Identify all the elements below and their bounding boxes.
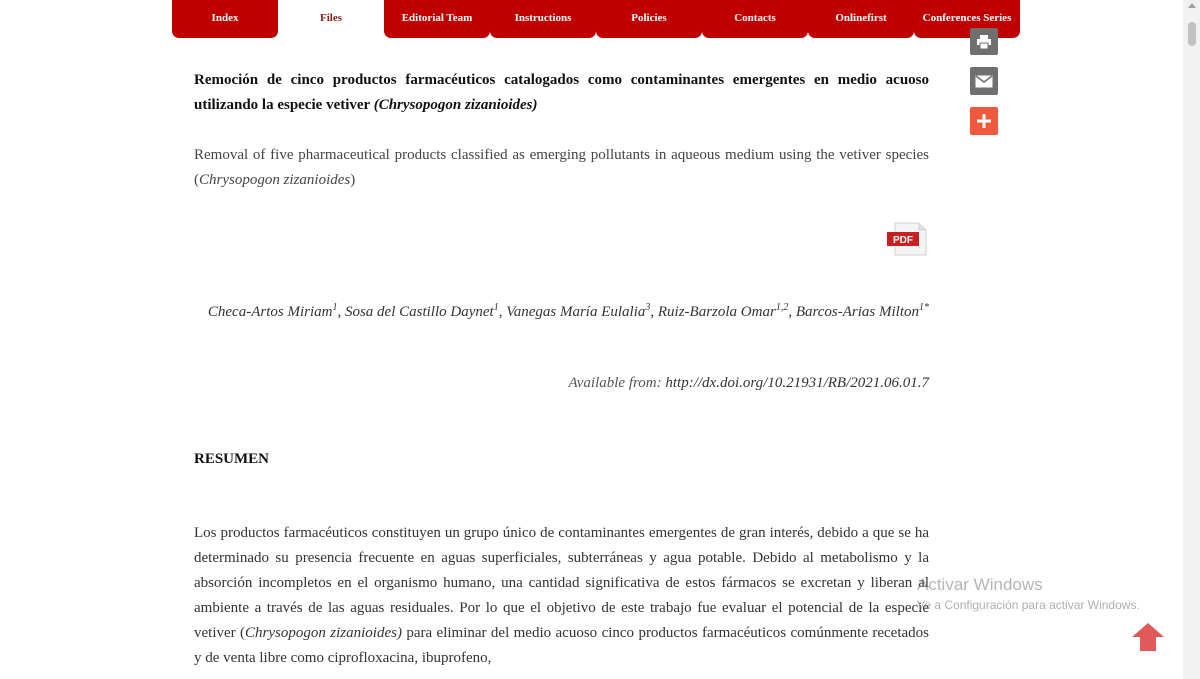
doi-id: 10.21931/RB/2021.06.01.7	[767, 375, 929, 391]
pdf-label: PDF	[893, 235, 913, 246]
author-name: Vanegas María Eulalia	[506, 304, 646, 320]
activation-watermark-text: Ve a Configuración para activar Windows.	[917, 598, 1140, 612]
title-en-text: Removal of five pharmaceutical products classified as emerging pollutants in aqueous medium using the vetiver species (	[194, 147, 929, 188]
arrow-up-icon	[1130, 621, 1166, 653]
article-title-english	[194, 143, 929, 193]
activation-watermark-title: Activar Windows	[917, 575, 1043, 594]
abstract-species: Chrysopogon zizanioides)	[245, 625, 402, 641]
author-name: Barcos-Arias Milton	[795, 304, 919, 320]
scroll-up-arrow-icon[interactable]	[1188, 3, 1196, 8]
abstract-text: Los productos farmacéuticos constituyen un grupo único de contaminantes emergentes de gran interés, debido a que se ha determinado su presencia frecuente en aguas superficiales, subterráneas y agua potable. Debido al metabolismo y la absorción incompletos en el organismo humano, una cantidad significativa de estos fármacos se excretan y liberan al ambiente a través de las aguas residuales. Por lo que el objetivo de este trabajo fue evaluar el potencial de la especie vetiver (Chrysopogon zizanioides) para eliminar del medio acuoso cinco productos farmacéuticos comúnmente recetados y de venta libre como ciprofloxacina, ibuprofeno,	[194, 525, 929, 666]
tab-editorial-team[interactable]: Editorial Team	[384, 0, 490, 38]
title-en-species: Chrysopogon zizanioides	[199, 172, 351, 188]
mail-icon	[975, 75, 993, 88]
author-affiliation: 1,2	[775, 302, 789, 313]
title-es-text: Remoción de cinco productos farmacéuticos catalogados como contaminantes emergentes en medio acuoso utilizando la especie vetiver	[194, 72, 929, 113]
pdf-download-button[interactable]	[887, 222, 927, 256]
main-navigation	[172, 0, 1022, 40]
tab-conferences-series[interactable]: Conferences Series	[914, 0, 1020, 38]
title-es-species: (Chrysopogon zizanioides)	[373, 97, 538, 113]
author-affiliation: 1	[332, 302, 338, 313]
pdf-icon	[887, 222, 927, 256]
article-title-spanish	[194, 68, 929, 118]
author-affiliation: 1*	[919, 302, 929, 313]
tab-instructions[interactable]: Instructions	[490, 0, 596, 38]
title-en-end: )	[350, 172, 356, 188]
scroll-thumb[interactable]	[1188, 22, 1196, 46]
tab-contacts[interactable]: Contacts	[702, 0, 808, 38]
print-icon	[976, 35, 992, 49]
back-to-top-button[interactable]	[1130, 621, 1166, 653]
plus-icon	[977, 114, 991, 128]
author-name: Checa-Artos Miriam	[207, 304, 333, 320]
resumen-heading: RESUMEN	[194, 451, 270, 467]
tab-onlinefirst[interactable]: Onlinefirst	[808, 0, 914, 38]
print-button[interactable]	[970, 28, 998, 55]
add-share-button[interactable]	[970, 107, 998, 135]
email-share-button[interactable]	[970, 67, 998, 95]
author-affiliation: 3	[645, 302, 651, 313]
tab-index[interactable]: Index	[172, 0, 278, 38]
page-scrollbar[interactable]	[1183, 0, 1200, 679]
author-name: Ruiz-Barzola Omar	[657, 304, 776, 320]
tab-files[interactable]: Files	[278, 0, 384, 38]
doi-link[interactable]: http://dx.doi.org/	[665, 375, 768, 391]
tab-policies[interactable]: Policies	[596, 0, 702, 38]
author-name: Sosa del Castillo Daynet	[344, 304, 494, 320]
author-affiliation: 1	[493, 302, 499, 313]
doi-line	[194, 375, 929, 392]
doi-prefix: Available from:	[568, 375, 666, 391]
author-list: Checa-Artos Miriam$^1$, Sosa del Castillo Daynet$^1$, Vanegas María Eulalia$^3$, Ruiz-Barzola Omar$^{1,2}$, Barcos-Arias Milton$^{1*}$	[207, 302, 929, 320]
